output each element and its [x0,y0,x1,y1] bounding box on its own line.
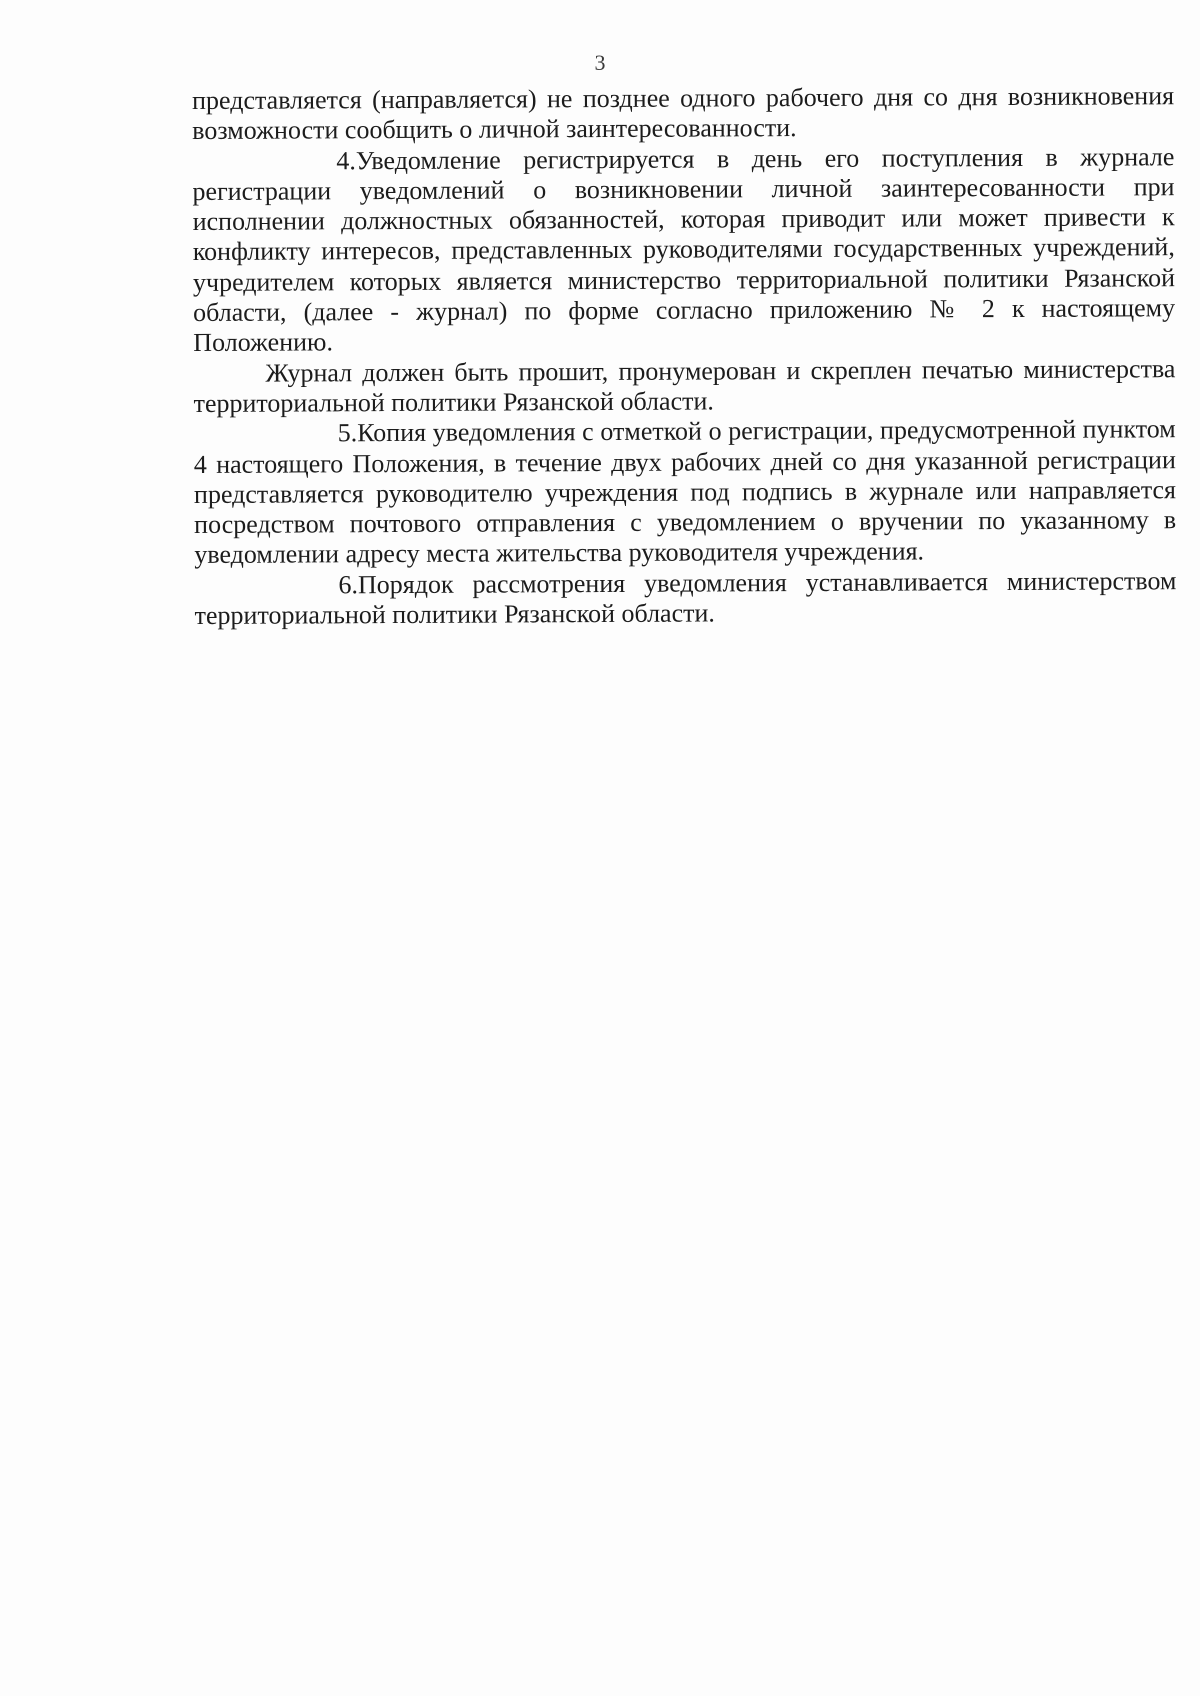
paragraph-item-4 [192,142,1175,359]
page-number: 3 [594,50,606,75]
paragraph-number: 5. [337,418,358,448]
paragraph-number: 4. [336,145,356,175]
document-body [192,81,1177,631]
paragraph-continuation [192,81,1174,146]
paragraph-number: 6. [338,569,359,600]
paragraph-journal [193,354,1175,419]
paragraph-text: Копия уведомления с отметкой о регистрации, предусмотренной пунктом 4 настоящего Положения, в течение двух рабочих дней со дня указанной регистрации представляется руководителю учреждения под подпись в журнале или направляется посредством почтового отправления с уведомлением о вручении по указанному в уведомлении адресу места жительства руководителя учреждения. [193,414,1177,570]
paragraph-text: Журнал должен быть прошит, пронумерован и скреплен печатью министерства территориальной политики Рязанской области. [193,353,1176,418]
paragraph-item-6 [194,566,1176,631]
paragraph-text: представляется (направляется) не позднее одного рабочего дня со дня возникновения возможности сообщить о личной заинтересованности. [192,81,1175,146]
paragraph-item-5 [194,414,1177,570]
paragraph-text: Порядок рассмотрения уведомления устанавливается министерством территориальной политики Рязанской области. [194,565,1177,631]
paragraph-text: Уведомление регистрируется в день его поступления в журнале регистрации уведомлений о возникновении личной заинтересованности при исполнении должностных обязанностей, которая приводит или может привести к конфликту интересов, представленных руководителями государственных учреждений, учредителем которых является министерство территориальной политики Рязанской области, (далее - журнал) по форме согласно приложению № 2 к настоящему Положению. [192,141,1176,358]
